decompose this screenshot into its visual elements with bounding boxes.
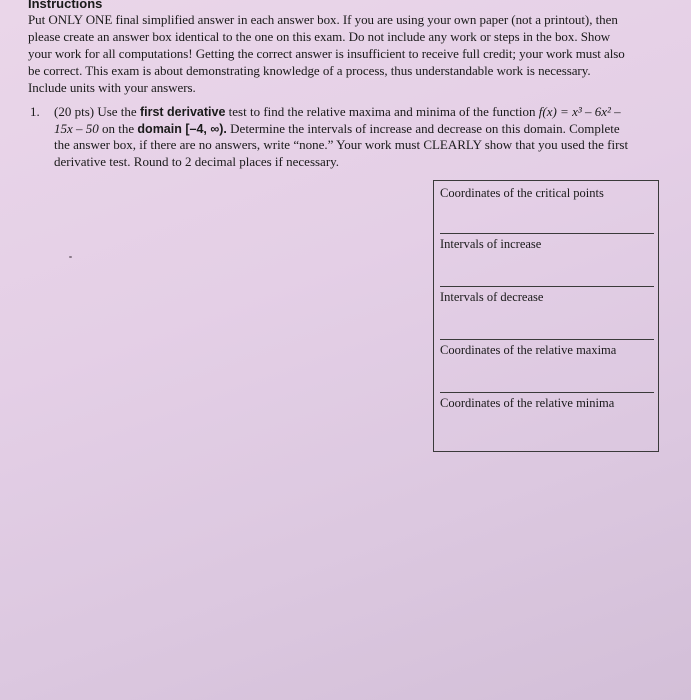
question-text-b: on the xyxy=(102,120,135,136)
question-number: 1. xyxy=(30,104,40,119)
row-divider xyxy=(440,339,654,340)
answer-label: Intervals of increase xyxy=(440,237,542,251)
question-body xyxy=(54,104,630,170)
answer-label: Coordinates of the relative maxima xyxy=(440,343,617,357)
question-1 xyxy=(30,104,630,170)
row-divider xyxy=(440,392,654,393)
row-divider xyxy=(440,286,654,287)
instructions-heading: Instructions xyxy=(28,0,103,11)
function-expression: f(x) = x³ – 6x² – 15x – 50 xyxy=(54,104,621,136)
question-text-c: Determine the intervals of increase and decrease on this domain. Complete the answer box, if there are no answers, write “none.” Your work must CLEARLY show that you used the first derivative test. Round to 2 decimal places if necessary. xyxy=(54,120,629,169)
question-text-a: test to find the relative maxima and minima of the function xyxy=(228,104,536,119)
paper-speck xyxy=(69,256,72,258)
answer-box xyxy=(433,180,659,452)
answer-label: Coordinates of the critical points xyxy=(440,186,604,200)
answer-label: Intervals of decrease xyxy=(440,290,544,304)
domain-emphasis: domain [–4, ∞). xyxy=(137,121,227,136)
question-points: (20 pts) Use the xyxy=(54,104,137,119)
method-emphasis: first derivative xyxy=(139,105,226,119)
answer-label: Coordinates of the relative minima xyxy=(440,396,615,410)
row-divider xyxy=(440,233,654,234)
instructions-paragraph: Put ONLY ONE final simplified answer in each answer box. If you are using your own paper (not a printout), then please create an answer box identical to the one on this exam. Do not include any work or steps in the box. Show your work for all computations! Getting the correct answer is insufficient to receive full credit; your work must also be correct. This exam is about demonstrating knowledge of a process, thus understandable work is necessary. Include units with your answers. xyxy=(28,12,625,95)
